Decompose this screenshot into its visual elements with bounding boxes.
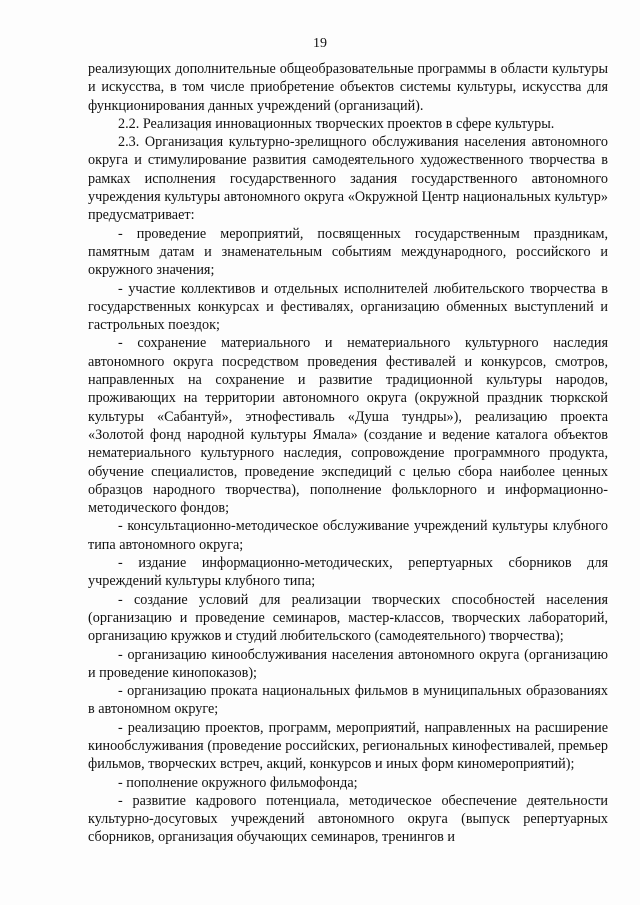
document-body (88, 60, 608, 847)
list-item: - реализацию проектов, программ, мероприятий, направленных на расширение кинообслуживания (проведение российских, региональных кинофестивалей, премьер фильмов, творческих встреч, акций, конкурсов и иных форм киномероприятий); (88, 719, 608, 773)
list-item: - развитие кадрового потенциала, методическое обеспечение деятельности культурно-досуговых учреждений автономного округа (выпуск репертуарных сборников, организация обучающих семинаров, тренингов и (88, 792, 608, 846)
list-item: - проведение мероприятий, посвященных государственным праздникам, памятным датам и знаменательным событиям международного, российского и окружного значения; (88, 225, 608, 279)
list-item: - участие коллективов и отдельных исполнителей любительского творчества в государственных конкурсах и фестивалях, организацию обменных выступлений и гастрольных поездок; (88, 280, 608, 334)
paragraph-2-3: 2.3. Организация культурно-зрелищного обслуживания населения автономного округа и стимулирование развития самодеятельного художественного творчества в рамках исполнения государственного задания государственного автономного учреждения культуры автономного округа «Окружной Центр национальных культур» предусматривает: (88, 134, 608, 224)
list-item: - консультационно-методическое обслуживание учреждений культуры клубного типа автономного округа; (88, 518, 608, 553)
list-item: - создание условий для реализации творческих способностей населения (организацию и проведение семинаров, мастер-классов, творческих лабораторий, организацию кружков и студий любительского (самодеятельного) творчества); (88, 591, 608, 645)
list-item: - пополнение окружного фильмофонда; (118, 774, 358, 791)
list-item: - организацию кинообслуживания населения автономного округа (организацию и проведение кинопоказов); (88, 646, 608, 681)
page-number: 19 (313, 36, 327, 51)
paragraph-continuation: реализующих дополнительные общеобразовательные программы в области культуры и искусства, в том числе приобретение объектов системы культуры, искусства для функционирования данных учреждений (организаций). (88, 61, 608, 114)
list-item: - организацию проката национальных фильмов в муниципальных образованиях в автономном округе; (88, 683, 608, 718)
list-item: - издание информационно-методических, репертуарных сборников для учреждений культуры клубного типа; (88, 555, 608, 590)
list-item: - сохранение материального и нематериального культурного наследия автономного округа посредством проведения фестивалей и конкурсов, смотров, направленных на сохранение и развитие традиционной культуры народов, проживающих на территории автономного округа (окружной праздник тюркской культуры «Сабантуй», этнофестиваль «Душа тундры»), реализацию проекта «Золотой фонд народной культуры Ямала» (создание и ведение каталога объектов нематериального культурного наследия, сопровождение программного продукта, обучение специалистов, проведение экспедиций с целью сбора наиболее ценных образцов народного творчества), пополнение фольклорного и информационно-методического фондов; (88, 335, 608, 517)
paragraph-2-2: 2.2. Реализация инновационных творческих проектов в сфере культуры. (118, 115, 555, 132)
